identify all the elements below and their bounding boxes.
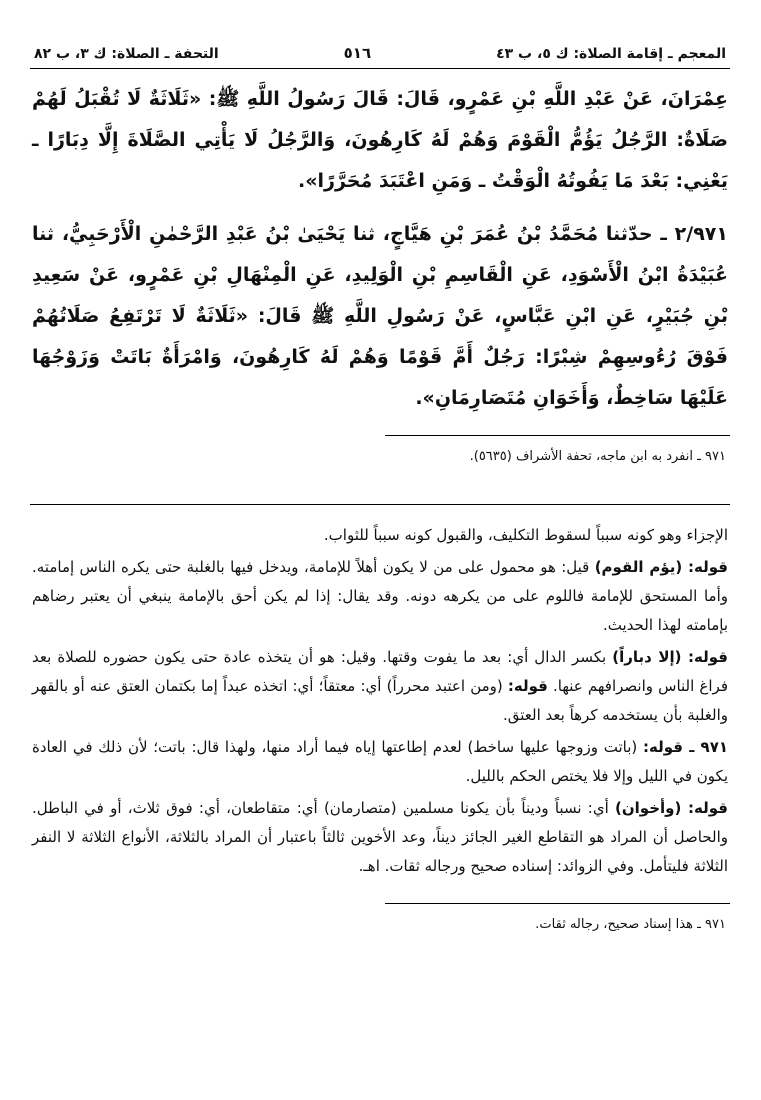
commentary-section (30, 521, 730, 881)
commentary-divider (30, 504, 730, 505)
commentary-text: قيل: هو محمول على من لا يكون أهلاً للإمامة، ويدخل فيها بالغلبة حتى يكره الناس إمامته. وأما المستحق للإمامة فاللوم على من يكرهه دونه. وقد يقال: إذا لم يكن أحق بالإمامة ينبغي أن يعتبر رضاهم بإمامته لهذا الحديث. (32, 558, 728, 634)
running-header (30, 38, 730, 69)
commentary-text: أي: نسباً وديناً بأن يكونا مسلمين (متصارمان) أي: متقاطعان، أي: فوق ثلاث، أو في الباطل. والحاصل أن المراد هو التقاطع الغير الجائز ديناً، وعد الأخوين ثالثاً باعتبار أن المراد بالثلاثة، الأنواع الثلاثة لا النفر الثلاثة فليتأمل. وفي الزوائد: إسناده صحيح ورجاله ثقات. اهـ. (32, 799, 728, 875)
commentary-text: (باتت وزوجها عليها ساخط) لعدم إطاعتها إياه فيما أراد منها، ولهذا قال: باتت؛ لأن ذلك في العادة يكون في الليل وإلا فلا يختص الحكم بالليل. (32, 738, 728, 785)
footnote-divider (385, 435, 730, 436)
page-number: ٥١٦ (343, 44, 372, 62)
hadith-971: ٢/٩٧١ ـ حدّثنا مُحَمَّدُ بْنُ عُمَرَ بْنِ هَيَّاجٍ، ثنا يَحْيَىٰ بْنُ عَبْدِ الرَّحْمٰنِ الْأَرْحَبِيُّ، ثنا عُبَيْدَةُ ابْنُ الْأَسْوَدِ، عَنِ الْقَاسِمِ بْنِ الْوَلِيدِ، عَنِ الْمِنْهَالِ بْنِ عَمْرٍو، عَنْ سَعِيدِ بْنِ جُبَيْرٍ، عَنِ ابْنِ عَبَّاسٍ، عَنْ رَسُولِ اللَّهِ ﷺ قَالَ: «ثَلَاثَةٌ لَا تَرْتَفِعُ صَلَاتُهُمْ فَوْقَ رُءُوسِهِمْ شِبْرًا: رَجُلٌ أَمَّ قَوْمًا وَهُمْ لَهُ كَارِهُونَ، وَامْرَأَةٌ بَاتَتْ وَزَوْجُهَا عَلَيْهَا سَاخِطٌ، وَأَخَوَانِ مُتَصَارِمَانِ». (32, 223, 728, 409)
commentary-lemma: قوله: (يؤم القوم) (594, 558, 728, 576)
commentary-paragraph (32, 733, 728, 791)
commentary-text: (ومن اعتبد محرراً) أي: معتقاً؛ أي: اتخذه عبداً إما بكتمان العتق عنه أو بالقهر والغلبة بأن يستخدمه كرهاً بعد العتق. (32, 677, 728, 724)
commentary-lemma: ٩٧١ ـ قوله: (643, 738, 729, 756)
commentary-paragraph (32, 521, 728, 550)
takhrij-footnote: ٩٧١ ـ انفرد به ابن ماجه، تحفة الأشراف (٥٦٣٥). (469, 449, 726, 464)
commentary-paragraph (32, 553, 728, 640)
zawaid-footnote: ٩٧١ ـ هذا إسناد صحيح، رجاله ثقات. (535, 917, 726, 932)
commentary-lemma: قوله: (إلا دباراً) (612, 648, 728, 666)
header-right-reference: المعجم ـ إقامة الصلاة: ك ٥، ب ٤٣ (496, 46, 726, 62)
book-page (30, 38, 730, 1078)
commentary-text: الإجزاء وهو كونه سبباً لسقوط التكليف، والقبول كونه سبباً للثواب. (323, 526, 728, 544)
commentary-lemma: قوله: (507, 677, 548, 695)
commentary-lemma: قوله: (وأخوان) (615, 799, 729, 817)
header-left-reference: التحفة ـ الصلاة: ك ٣، ب ٨٢ (34, 46, 219, 62)
commentary-paragraph (32, 794, 728, 881)
commentary-text: بكسر الدال أي: بعد ما يفوت وقتها. وقيل: هو أن يتخذه عادة حتى يكون حضوره للصلاة بعد فراغ الناس وانصرافهم عنها. (32, 648, 728, 695)
bottom-footnote-divider (385, 903, 730, 904)
hadith-970-continuation: عِمْرَانَ، عَنْ عَبْدِ اللَّهِ بْنِ عَمْرٍو، قَالَ: قَالَ رَسُولُ اللَّهِ ﷺ: «ثَلَاثَةٌ لَا تُقْبَلُ لَهُمْ صَلَاةٌ: الرَّجُلُ يَؤُمُّ الْقَوْمَ وَهُمْ لَهُ كَارِهُونَ، وَالرَّجُلُ لَا يَأْتِي الصَّلَاةَ إِلَّا دِبَارًا ـ يَعْنِي: بَعْدَ مَا يَفُوتُهُ الْوَقْتُ ـ وَمَنِ اعْتَبَدَ مُحَرَّرًا». (32, 88, 728, 192)
commentary-paragraph (32, 643, 728, 730)
